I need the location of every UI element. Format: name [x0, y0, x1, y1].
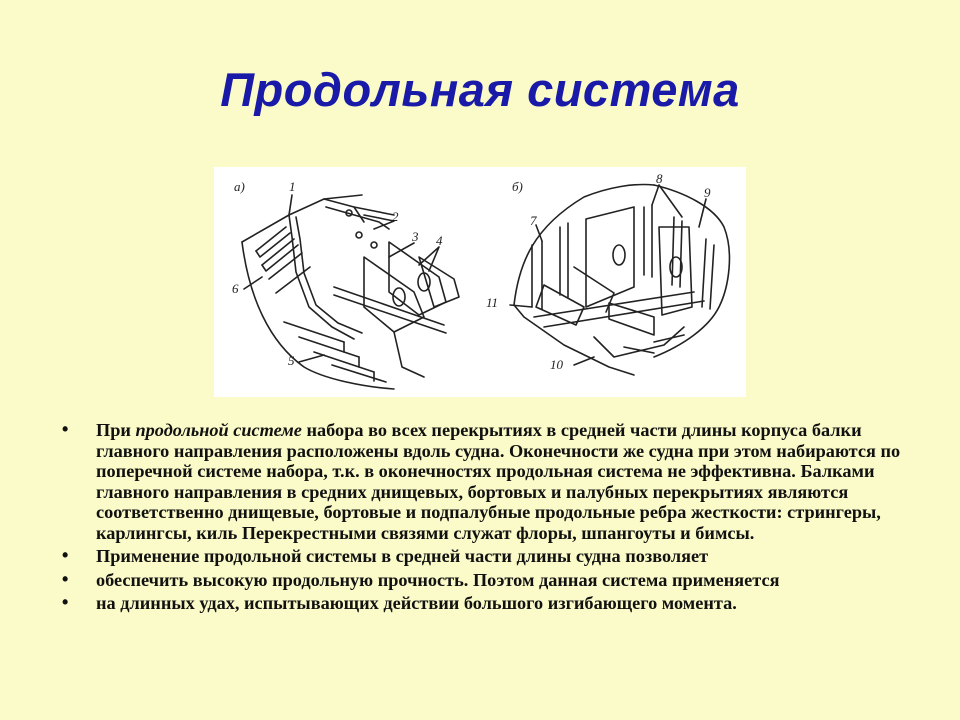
bullet-4-text: на длинных удах, испытывающих действии большого изгибающего момента.	[96, 593, 737, 613]
bullet-list	[62, 420, 912, 617]
bullet-1-italic-term: продольной системе	[135, 420, 302, 440]
callout-4: 4	[436, 233, 443, 248]
callout-1: 1	[289, 179, 296, 194]
bullet-3-text: обеспечить высокую продольную прочность. Поэтом данная система применяется	[96, 569, 780, 590]
bullet-marker: •	[62, 419, 69, 439]
bullet-marker: •	[62, 568, 69, 589]
callout-5: 5	[288, 353, 295, 368]
callout-11: 11	[486, 295, 499, 310]
hull-framing-drawing	[214, 167, 746, 397]
callout-2: 2	[392, 209, 399, 224]
callout-6: 6	[232, 281, 239, 296]
bullet-item	[62, 420, 912, 543]
callout-10: 10	[550, 357, 563, 372]
bullet-2-text: Применение продольной системы в средней части длины судна позволяет	[96, 546, 709, 566]
bullet-item	[62, 570, 912, 591]
callout-3: 3	[412, 229, 419, 244]
bullet-item	[62, 546, 912, 567]
callout-9: 9	[704, 185, 711, 200]
callout-7: 7	[530, 213, 537, 228]
hull-framing-diagram	[214, 167, 746, 397]
panel-b-label: б)	[512, 179, 523, 194]
bullet-1-prefix: При	[96, 420, 136, 440]
panel-a-label: а)	[234, 179, 245, 194]
callout-8: 8	[656, 171, 663, 186]
bullet-1-text: набора во всех перекрытиях в средней части длины корпуса балки главного направления расположены вдоль судна. Оконечности же судна при этом набираются по поперечной системе набора, т.к. в оконечностях продольная система не эффективна. Балками главного направления в средних днищевых, бортовых и палубных перекрытиях являются соответственно днищевые, бортовые и подпалубные продольные ребра жесткости: стрингеры, карлингсы, киль Перекрестными связями служат флоры, шпангоуты и бимсы.	[96, 420, 901, 543]
slide-title: Продольная система	[220, 63, 740, 116]
bullet-item	[62, 593, 912, 614]
bullet-marker: •	[62, 592, 69, 612]
bullet-marker: •	[62, 545, 69, 565]
